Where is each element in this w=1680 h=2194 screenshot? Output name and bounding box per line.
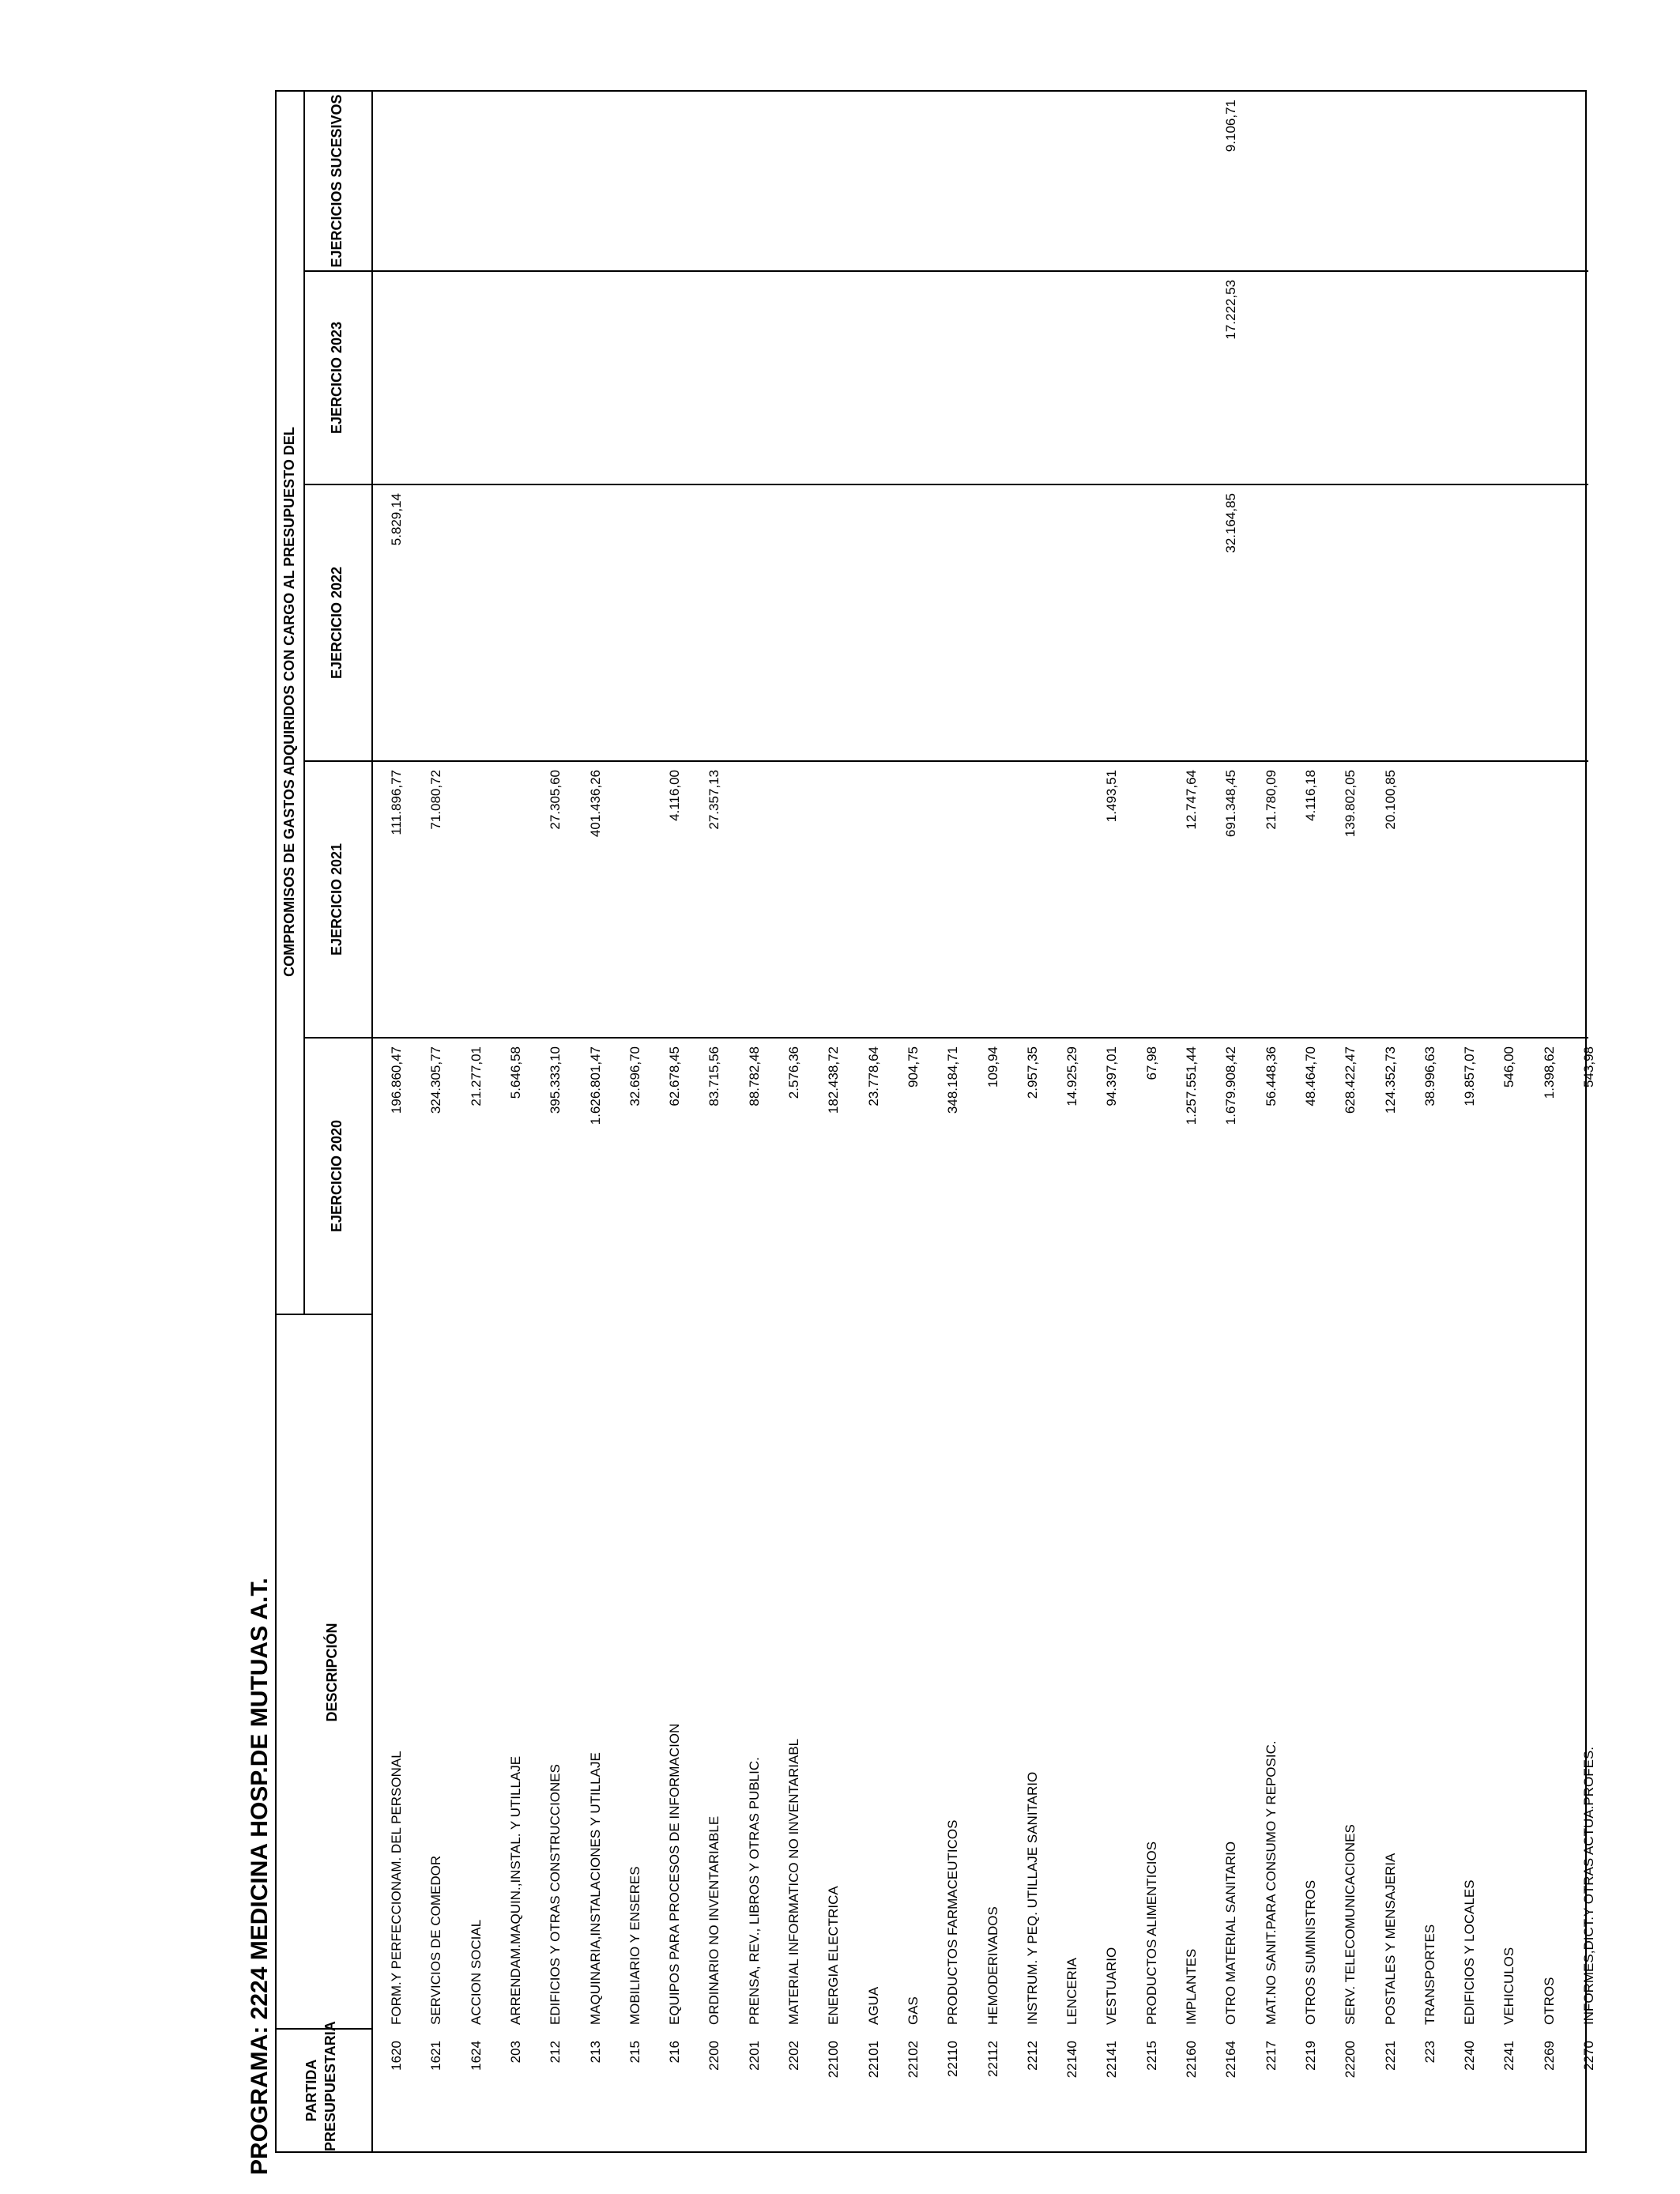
row-description: FORM.Y PERFECCIONAM. DEL PERSONAL <box>389 1751 404 2025</box>
row-value-y2020: 182.438,72 <box>826 1046 842 1114</box>
row-code: 22200 <box>1343 2041 1358 2079</box>
table-row <box>379 92 419 2151</box>
header-2020: EJERCICIO 2020 <box>329 1119 345 1233</box>
table-row <box>538 92 578 2151</box>
table-row <box>1492 92 1531 2151</box>
row-value-y2021: 1.493,51 <box>1104 770 1120 823</box>
row-code: 2219 <box>1302 2041 1318 2071</box>
row-description: GAS <box>905 1996 921 2025</box>
table-row <box>419 92 458 2151</box>
row-code: 22100 <box>826 2041 842 2079</box>
row-value-y2020: 83.715,56 <box>706 1046 722 1106</box>
table-row <box>936 92 975 2151</box>
row-value-y2020: 48.464,70 <box>1302 1046 1318 1106</box>
row-value-y2021: 691.348,45 <box>1223 770 1239 838</box>
row-code: 2241 <box>1501 2041 1517 2071</box>
row-value-y2021: 139.802,05 <box>1343 770 1358 838</box>
budget-table <box>275 90 1596 2153</box>
header-partida: PARTIDA PRESUPUESTARIA <box>303 2021 338 2151</box>
row-value-y2020: 348.184,71 <box>945 1046 961 1114</box>
row-value-y2021: 27.357,13 <box>706 770 722 830</box>
row-value-y2020: 109,94 <box>985 1046 1000 1088</box>
table-row <box>499 92 538 2151</box>
row-code: 2217 <box>1263 2041 1279 2071</box>
row-description: EQUIPOS PARA PROCESOS DE INFORMACION <box>667 1723 683 2025</box>
row-value-y2020: 56.448,36 <box>1263 1046 1279 1106</box>
table-row <box>1532 92 1572 2151</box>
row-value-y2020: 38.996,63 <box>1422 1046 1437 1106</box>
row-value-y2020: 124.352,73 <box>1382 1046 1398 1114</box>
row-description: OTROS <box>1541 1977 1557 2025</box>
row-code: 22101 <box>865 2041 881 2079</box>
row-value-y2023: 17.222,53 <box>1223 280 1239 340</box>
row-value-y2020: 324.305,77 <box>428 1046 444 1114</box>
row-description: MOBILIARIO Y ENSERES <box>627 1866 642 2025</box>
table-row <box>1015 92 1055 2151</box>
row-value-y2021: 12.747,64 <box>1184 770 1199 830</box>
row-description: VEHICULOS <box>1501 1947 1517 2025</box>
row-code: 1620 <box>389 2041 404 2071</box>
table-row <box>697 92 736 2151</box>
row-description: LENCERIA <box>1064 1957 1080 2025</box>
table-row <box>976 92 1015 2151</box>
row-code: 215 <box>627 2041 642 2064</box>
row-value-y2021: 27.305,60 <box>548 770 563 830</box>
header-bottom-rule <box>371 92 373 2151</box>
row-description: OTRO MATERIAL SANITARIO <box>1223 1841 1239 2025</box>
row-code: 216 <box>667 2041 683 2064</box>
row-value-y2020: 1.398,62 <box>1541 1046 1557 1099</box>
table-row <box>578 92 618 2151</box>
table-row <box>896 92 936 2151</box>
row-value-y2020: 2.576,36 <box>786 1046 801 1099</box>
header-group: COMPROMISOS DE GASTOS ADQUIRIDOS CON CARGO AL PRESUPUESTO DEL <box>281 427 297 977</box>
row-value-y2021: 20.100,85 <box>1382 770 1398 830</box>
row-value-y2020: 88.782,48 <box>746 1046 762 1106</box>
table-row <box>1572 92 1611 2151</box>
row-code: 22110 <box>945 2041 961 2078</box>
col-sep-desc <box>277 1314 371 1315</box>
col-sep-sucesivos <box>305 270 1588 272</box>
table-row <box>459 92 499 2151</box>
row-description: PRENSA, REV., LIBROS Y OTRAS PUBLIC. <box>746 1757 762 2025</box>
row-description: IMPLANTES <box>1184 1948 1199 2025</box>
row-value-y2020: 14.925,29 <box>1064 1046 1080 1106</box>
row-description: AGUA <box>865 1986 881 2025</box>
row-value-y2021: 71.080,72 <box>428 770 444 830</box>
row-description: EDIFICIOS Y OTRAS CONSTRUCCIONES <box>548 1764 563 2025</box>
row-description: TRANSPORTES <box>1422 1924 1437 2025</box>
row-code: 213 <box>587 2041 603 2064</box>
row-description: MATERIAL INFORMATICO NO INVENTARIABL <box>786 1738 801 2025</box>
row-code: 2202 <box>786 2041 801 2071</box>
row-value-y2022: 32.164,85 <box>1223 493 1239 553</box>
row-code: 22140 <box>1064 2041 1080 2079</box>
row-description: PRODUCTOS FARMACEUTICOS <box>945 1819 961 2025</box>
row-code: 22141 <box>1104 2041 1120 2079</box>
header-2022: EJERCICIO 2022 <box>329 566 345 680</box>
row-description: ARRENDAM.MAQUIN.,INSTAL. Y UTILLAJE <box>507 1755 523 2025</box>
row-code: 22112 <box>985 2041 1000 2078</box>
row-description: PRODUCTOS ALIMENTICIOS <box>1143 1841 1159 2025</box>
group-header-rule <box>303 90 305 1315</box>
table-row <box>1333 92 1373 2151</box>
row-code: 2212 <box>1024 2041 1040 2071</box>
row-code: 2269 <box>1541 2041 1557 2071</box>
table-row <box>1214 92 1253 2151</box>
row-code: 2215 <box>1143 2041 1159 2071</box>
row-code: 22164 <box>1223 2041 1239 2079</box>
row-value-y2021: 21.780,09 <box>1263 770 1279 830</box>
row-description: ACCION SOCIAL <box>468 1919 484 2025</box>
row-description: POSTALES Y MENSAJERIA <box>1382 1853 1398 2025</box>
table-row <box>1452 92 1492 2151</box>
row-description: INSTRUM. Y PEQ. UTILLAJE SANITARIO <box>1024 1771 1040 2025</box>
page-title: PROGRAMA: 2224 MEDICINA HOSP.DE MUTUAS A.T. <box>247 1578 273 2175</box>
table-row <box>1294 92 1333 2151</box>
table-row <box>1055 92 1094 2151</box>
table-row <box>1094 92 1134 2151</box>
row-code: 223 <box>1422 2041 1437 2064</box>
row-value-y2020: 1.257.551,44 <box>1184 1046 1199 1125</box>
row-description: MAQUINARIA,INSTALACIONES Y UTILLAJE <box>587 1752 603 2025</box>
row-value-sucesivos: 9.106,71 <box>1223 100 1239 153</box>
row-code: 2221 <box>1382 2041 1398 2071</box>
row-description: EDIFICIOS Y LOCALES <box>1462 1879 1478 2025</box>
row-description: ORDINARIO NO INVENTARIABLE <box>706 1815 722 2025</box>
row-value-y2020: 1.626.801,47 <box>587 1046 603 1125</box>
header-2023: EJERCICIO 2023 <box>329 321 345 435</box>
row-value-y2021: 4.116,18 <box>1302 770 1318 821</box>
row-description: SERV. TELECOMUNICACIONES <box>1343 1824 1358 2025</box>
table-row <box>857 92 896 2151</box>
row-value-y2020: 32.696,70 <box>627 1046 642 1106</box>
row-description: INFORMES,DICT.Y OTRAS ACTUA.PROFES. <box>1581 1746 1596 2025</box>
row-value-y2020: 23.778,64 <box>865 1046 881 1106</box>
row-value-y2020: 5.646,58 <box>507 1046 523 1099</box>
table-row <box>777 92 816 2151</box>
row-value-y2020: 196.860,47 <box>389 1046 404 1114</box>
row-code: 212 <box>548 2041 563 2064</box>
row-value-y2020: 2.957,35 <box>1024 1046 1040 1099</box>
row-value-y2020: 546,00 <box>1501 1046 1517 1088</box>
row-description: MAT.NO SANIT.PARA CONSUMO Y REPOSIC. <box>1263 1740 1279 2025</box>
row-code: 2200 <box>706 2041 722 2071</box>
row-code: 203 <box>507 2041 523 2064</box>
row-value-y2020: 94.397,01 <box>1104 1046 1120 1106</box>
row-value-y2020: 67,98 <box>1143 1046 1159 1080</box>
row-code: 1621 <box>428 2041 444 2071</box>
row-value-y2020: 628.422,47 <box>1343 1046 1358 1114</box>
table-row <box>1373 92 1413 2151</box>
row-value-y2020: 543,98 <box>1581 1046 1596 1088</box>
budget-page <box>242 81 1596 2185</box>
table-row <box>1254 92 1294 2151</box>
row-value-y2021: 401.436,26 <box>587 770 603 838</box>
table-row <box>657 92 697 2151</box>
row-code: 2240 <box>1462 2041 1478 2071</box>
table-row <box>618 92 657 2151</box>
table-row <box>1135 92 1174 2151</box>
row-value-y2022: 5.829,14 <box>389 493 404 546</box>
row-value-y2020: 1.679.908,42 <box>1223 1046 1239 1125</box>
header-2021: EJERCICIO 2021 <box>329 843 345 956</box>
row-value-y2020: 21.277,01 <box>468 1046 484 1106</box>
row-value-y2021: 4.116,00 <box>667 770 683 821</box>
header-sucesivos: EJERCICIOS SUCESIVOS <box>329 94 345 268</box>
table-row <box>1174 92 1214 2151</box>
header-descripcion: DESCRIPCIÓN <box>324 1623 340 1722</box>
row-description: ENERGIA ELECTRICA <box>826 1886 842 2025</box>
row-description: VESTUARIO <box>1104 1947 1120 2025</box>
row-code: 2270 <box>1581 2041 1596 2071</box>
row-code: 1624 <box>468 2041 484 2071</box>
row-value-y2020: 62.678,45 <box>667 1046 683 1106</box>
row-value-y2020: 904,75 <box>905 1046 921 1088</box>
row-description: SERVICIOS DE COMEDOR <box>428 1855 444 2025</box>
row-code: 22160 <box>1184 2041 1199 2079</box>
row-value-y2020: 395.333,10 <box>548 1046 563 1114</box>
row-description: OTROS SUMINISTROS <box>1302 1879 1318 2025</box>
row-description: HEMODERIVADOS <box>985 1906 1000 2025</box>
table-row <box>1413 92 1452 2151</box>
table-row <box>816 92 856 2151</box>
row-code: 22102 <box>905 2041 921 2079</box>
row-value-y2020: 19.857,07 <box>1462 1046 1478 1106</box>
row-value-y2021: 111.896,77 <box>389 770 404 835</box>
row-code: 2201 <box>746 2041 762 2071</box>
table-row <box>737 92 777 2151</box>
